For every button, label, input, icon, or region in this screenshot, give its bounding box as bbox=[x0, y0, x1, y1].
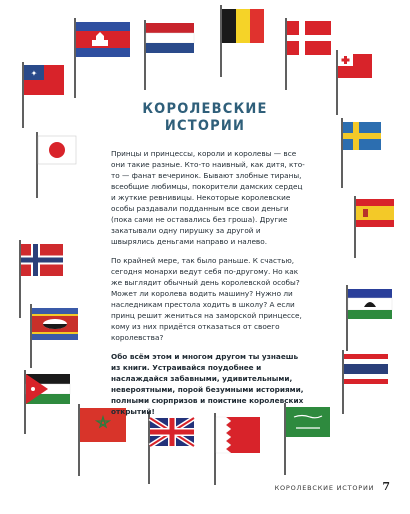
paragraph-2: По крайней мере, так было раньше. К счастью, сегодня монархи ведут себя по-другому. Но как же выглядит обычный день королевской особы? Может ли королева водить машину? Нужно ли наследникам престола ходить в школу? А если принц решит жениться на заморской принцессе, кому из них придётся отказаться от своего королевства? bbox=[111, 256, 302, 342]
cambodia-flag bbox=[72, 18, 142, 98]
running-footer-label: КОРОЛЕВСКИЕ ИСТОРИИ bbox=[274, 484, 375, 492]
intro-text bbox=[111, 148, 305, 425]
paragraph-3: Обо всём этом и многом другом ты узнаешь из книги. Устраивайся поудобнее и наслаждайся забавными, удивительными, невероятными, порой безумными историями, полными сюрпризов и поистине королевских открытий! bbox=[111, 352, 304, 416]
svg-text:✦: ✦ bbox=[30, 69, 38, 78]
japan-flag bbox=[34, 132, 80, 198]
netherlands-flag bbox=[142, 20, 202, 90]
spain-flag bbox=[352, 196, 400, 258]
belgium-flag bbox=[218, 5, 270, 77]
title-line-1: КОРОЛЕВСКИЕ bbox=[142, 101, 268, 117]
lesotho-flag bbox=[344, 285, 400, 351]
thailand-flag bbox=[340, 350, 396, 414]
page-title bbox=[0, 101, 410, 135]
eswatini-flag bbox=[28, 304, 84, 368]
denmark-flag bbox=[283, 18, 333, 90]
title-line-2: ИСТОРИИ bbox=[164, 118, 246, 134]
jordan-flag bbox=[22, 370, 78, 434]
page-footer bbox=[275, 480, 390, 493]
page-number: 7 bbox=[382, 480, 390, 493]
paragraph-1: Принцы и принцессы, короли и королевы — все они такие разные. Кто-то наивный, как дитя, кто-то — фанат вечеринок. Бывают злобные тираны, всеобщие любимцы, покорители дамских сердец и жуткие ревнивицы. Некоторые королевские особы раздавали подданным все свои деньги (пока сами не оставались без гроша). Другие закатывали одну пирушку за другой и швырялись деньгами направо и налево. bbox=[111, 149, 305, 246]
